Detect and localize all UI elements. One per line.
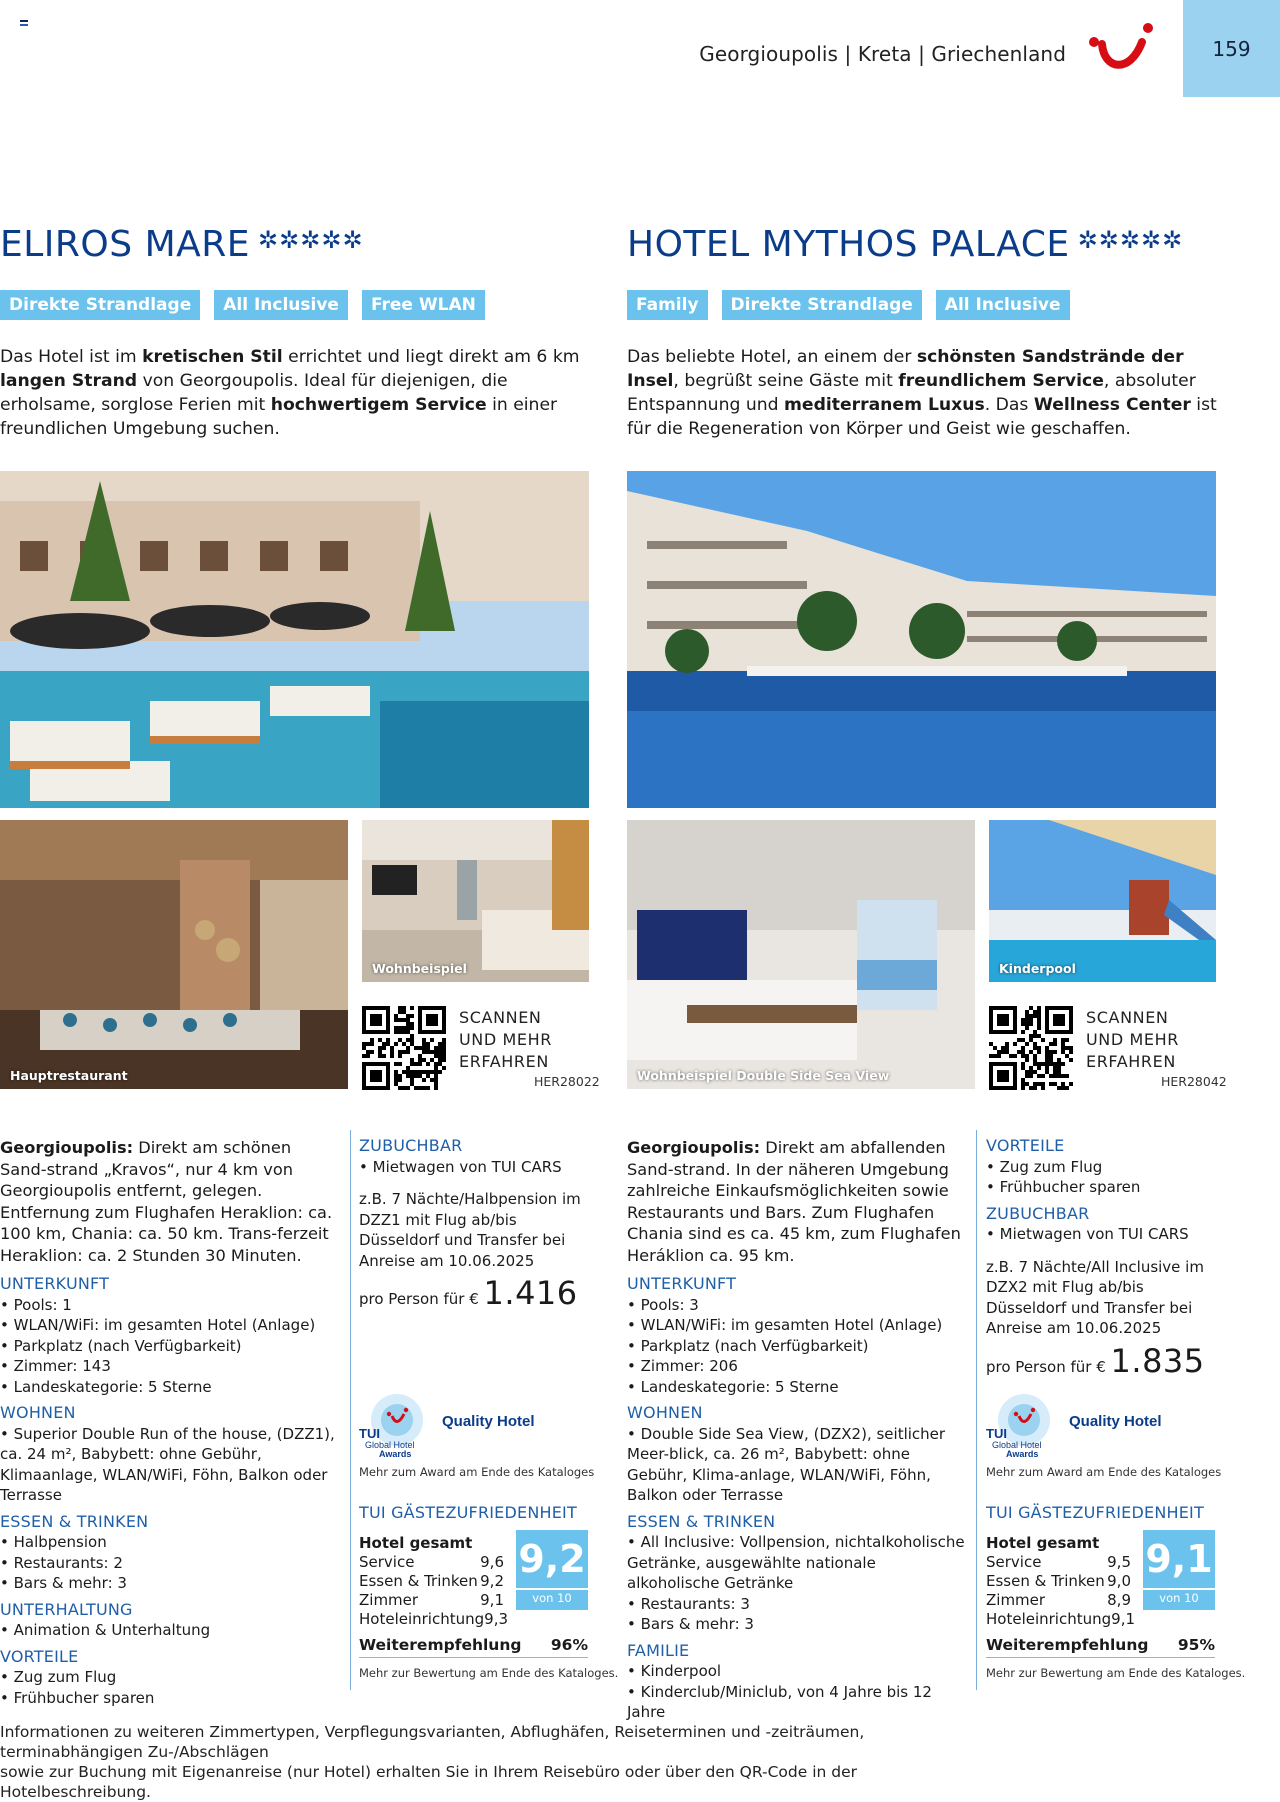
rating-row: Hoteleinrichtung 9,3 [359, 1610, 509, 1628]
rating-note: Mehr zur Bewertung am Ende des Kataloges. [986, 1666, 1246, 1680]
tag: Direkte Strandlage [722, 290, 922, 320]
list-item: • Double Side Sea View, (DZX2), seitlicher Meer-blick, ca. 26 m², Babybett: ohne Gebühr, Klima-anlage, WLAN/WiFi, Föhn, Balkon oder Terrasse [627, 1424, 967, 1506]
svg-text:Global Hotel: Global Hotel [365, 1440, 415, 1450]
svg-text:Global Hotel: Global Hotel [992, 1440, 1042, 1450]
list-item: • Parkplatz (nach Verfügbarkeit) [627, 1336, 967, 1357]
list-item: • Kinderpool [627, 1661, 967, 1682]
hotel-title: HOTEL MYTHOS PALACE ✲✲✲✲✲ [627, 224, 1184, 265]
section-heading: WOHNEN [0, 1403, 76, 1422]
column-divider [350, 1130, 351, 1690]
rating-heading: TUI GÄSTEZUFRIEDENHEIT [359, 1503, 577, 1522]
rating-overall-label: Hotel gesamt [359, 1534, 473, 1552]
section-heading: ZUBUCHBAR [986, 1203, 1090, 1223]
rating-row: Zimmer 9,1 [359, 1591, 504, 1609]
list-item: • WLAN/WiFi: im gesamten Hotel (Anlage) [627, 1315, 967, 1336]
location-breadcrumb: Georgioupolis | Kreta | Griechenland [699, 42, 1066, 66]
section-heading: VORTEILE [0, 1646, 79, 1666]
offer-text: z.B. 7 Nächte/Halbpension im DZZ1 mit Flug ab/bis Düsseldorf und Transfer bei Anreise am 10.06.2025 [359, 1190, 581, 1270]
tag: All Inclusive [936, 290, 1070, 320]
list-item: • Animation & Unterhaltung [0, 1620, 335, 1641]
award-brand: TUI [359, 1426, 380, 1441]
tag-list [627, 290, 1070, 320]
tag: Direkte Strandlage [0, 290, 200, 320]
scan-cta: SCANNEN UND MEHR ERFAHREN [459, 1008, 552, 1071]
section-heading: UNTERHALTUNG [0, 1599, 133, 1619]
section-heading: ESSEN & TRINKEN [0, 1511, 149, 1531]
photo-caption: Wohnbeispiel Double Side Sea View [637, 1068, 890, 1083]
award-note: Mehr zum Award am Ende des Kataloges [986, 1465, 1222, 1479]
photo-caption: Hauptrestaurant [10, 1068, 128, 1083]
hotel-intro: Das beliebte Hotel, an einem der schönsten Sandstrände der Insel, begrüßt seine Gäste mit freundlichem Service, absoluter Entspannung und mediterranem Luxus. Das Wellness Center ist für die Regeneration von Körper und Geist wie geschaffen. [627, 347, 1217, 439]
quality-hotel-award [984, 1386, 1184, 1466]
hotel-main-photo [0, 471, 589, 808]
qr-code[interactable] [989, 1006, 1073, 1090]
list-item: • Kinderclub/Miniclub, von 4 Jahre bis 12 Jahre [627, 1682, 967, 1723]
price: pro Person für € 1.416 [359, 1274, 578, 1312]
hotel-main-photo [627, 471, 1216, 808]
scan-cta: SCANNEN UND MEHR ERFAHREN [1086, 1008, 1179, 1071]
list-item: • Mietwagen von TUI CARS [986, 1224, 1216, 1245]
rating-row: Essen & Trinken 9,0 [986, 1572, 1131, 1590]
qr-code[interactable] [362, 1006, 446, 1090]
list-item: • Zimmer: 206 [627, 1356, 967, 1377]
location-description: Georgioupolis: Direkt am schönen Sand-strand „Kravos“, nur 4 km von Georgioupolis entfernt, gelegen. Entfernung zum Flughafen Heraklion: ca. 100 km, Chania: ca. 50 km. Trans-ferzeit Heraklion: ca. 2 Stunden 30 Minuten. [0, 1138, 333, 1265]
stars-rating: ✲✲✲✲✲ [1077, 226, 1184, 254]
award-brand: TUI [986, 1426, 1007, 1441]
hotel-code: HER28042 [1161, 1074, 1227, 1089]
svg-text:Awards: Awards [379, 1449, 412, 1459]
tag: All Inclusive [214, 290, 348, 320]
footer-note: Informationen zu weiteren Zimmertypen, Verpflegungsvarianten, Abflughäfen, Reiseterminen und -zeiträumen, terminabhängigen Zu-/Abschlägen sowie zur Buchung mit Eigenanreise (nur Hotel) erhalten Sie in Ihrem Reisebüro oder über den QR-Code in der Hotelbeschreibung. [0, 1723, 865, 1801]
rating-note: Mehr zur Bewertung am Ende des Kataloges. [359, 1666, 619, 1680]
stars-rating: ✲✲✲✲✲ [258, 226, 364, 254]
list-item: • Zug zum Flug [0, 1667, 335, 1688]
list-item: • Restaurants: 3 [627, 1594, 967, 1615]
section-heading: VORTEILE [986, 1136, 1065, 1155]
award-note: Mehr zum Award am Ende des Kataloges [359, 1465, 595, 1479]
overall-score: 9,2 von 10 [516, 1530, 588, 1610]
list-item: • All Inclusive: Vollpension, nichtalkoholische Getränke, ausgewählte nationale alkoholische Getränke [627, 1532, 967, 1594]
rating-overall-label: Hotel gesamt [986, 1534, 1100, 1552]
list-item: • Restaurants: 2 [0, 1553, 335, 1574]
section-heading: WOHNEN [627, 1403, 703, 1422]
list-item: • Landeskategorie: 5 Sterne [0, 1377, 335, 1398]
hotel-title: ELIROS MARE ✲✲✲✲✲ [0, 224, 364, 265]
booking-column [986, 1136, 1216, 1380]
rating-row: Essen & Trinken 9,2 [359, 1572, 504, 1590]
section-heading: UNTERKUNFT [627, 1274, 737, 1293]
rating-row: Service 9,6 [359, 1553, 504, 1571]
rating-row: Hoteleinrichtung 9,1 [986, 1610, 1136, 1628]
location-description: Georgioupolis: Direkt am abfallenden Sand-strand. In der näheren Umgebung zahlreiche Einkaufsmöglichkeiten sowie Restaurants und Bars. Zum Flughafen Chania sind es ca. 45 km, zum Flughafen Heráklion ca. 95 km. [627, 1138, 961, 1265]
list-item: • Frühbucher sparen [0, 1688, 335, 1709]
column-divider [976, 1130, 977, 1690]
list-item: • Landeskategorie: 5 Sterne [627, 1377, 967, 1398]
photo-caption: Wohnbeispiel [372, 961, 467, 976]
rating-row: Service 9,5 [986, 1553, 1131, 1571]
section-heading: ESSEN & TRINKEN [627, 1511, 776, 1531]
list-item: • Zug zum Flug [986, 1157, 1216, 1178]
hotel-code: HER28022 [534, 1074, 600, 1089]
quality-hotel-award [357, 1386, 557, 1466]
tag-list [0, 290, 485, 320]
flag-icon [20, 20, 28, 26]
award-title: Quality Hotel [442, 1413, 535, 1430]
hotel-details [0, 1137, 335, 1708]
section-heading: UNTERKUNFT [0, 1274, 110, 1293]
restaurant-photo [0, 820, 348, 1089]
rating-heading: TUI GÄSTEZUFRIEDENHEIT [986, 1503, 1204, 1522]
list-item: • Zimmer: 143 [0, 1356, 335, 1377]
list-item: • Halbpension [0, 1532, 335, 1553]
award-title: Quality Hotel [1069, 1413, 1162, 1430]
rating-row: Zimmer 8,9 [986, 1591, 1131, 1609]
list-item: • Pools: 1 [0, 1295, 335, 1316]
tag: Free WLAN [362, 290, 485, 320]
tui-logo-icon [1086, 22, 1156, 78]
overall-score: 9,1 von 10 [1143, 1530, 1215, 1610]
list-item: • Superior Double Run of the house, (DZZ1), ca. 24 m², Babybett: ohne Gebühr, Klimaanlage, WLAN/WiFi, Föhn, Balkon oder Terrasse [0, 1424, 335, 1506]
list-item: • Bars & mehr: 3 [627, 1614, 967, 1635]
rating-table [986, 1534, 1136, 1629]
booking-column [359, 1136, 589, 1310]
list-item: • Frühbucher sparen [986, 1177, 1216, 1198]
rating-table [359, 1534, 509, 1629]
offer-text: z.B. 7 Nächte/All Inclusive im DZX2 mit Flug ab/bis Düsseldorf und Transfer bei Anreise am 10.06.2025 [986, 1257, 1204, 1337]
price: pro Person für € 1.835 [986, 1341, 1205, 1380]
photo-caption: Kinderpool [999, 961, 1076, 976]
list-item: • Pools: 3 [627, 1295, 967, 1316]
room-photo [627, 820, 975, 1089]
kids-pool-photo [989, 820, 1216, 982]
list-item: • WLAN/WiFi: im gesamten Hotel (Anlage) [0, 1315, 335, 1336]
list-item: • Parkplatz (nach Verfügbarkeit) [0, 1336, 335, 1357]
section-heading: FAMILIE [627, 1640, 690, 1660]
tag: Family [627, 290, 708, 320]
list-item: • Bars & mehr: 3 [0, 1573, 335, 1594]
hotel-details [627, 1137, 967, 1723]
recommendation: Weiterempfehlung 95% [986, 1636, 1215, 1658]
svg-text:Awards: Awards [1006, 1449, 1039, 1459]
list-item: • Mietwagen von TUI CARS [359, 1157, 589, 1178]
page-number: 159 [1183, 0, 1280, 97]
hotel-intro: Das Hotel ist im kretischen Stil errichtet und liegt direkt am 6 km langen Strand von Georgoupolis. Ideal für diejenigen, die erholsame, sorglose Ferien mit hochwertigem Service in einer freundlichen Umgebung suchen. [0, 347, 580, 439]
room-photo [362, 820, 589, 982]
section-heading: ZUBUCHBAR [359, 1136, 463, 1155]
recommendation: Weiterempfehlung 96% [359, 1636, 588, 1658]
